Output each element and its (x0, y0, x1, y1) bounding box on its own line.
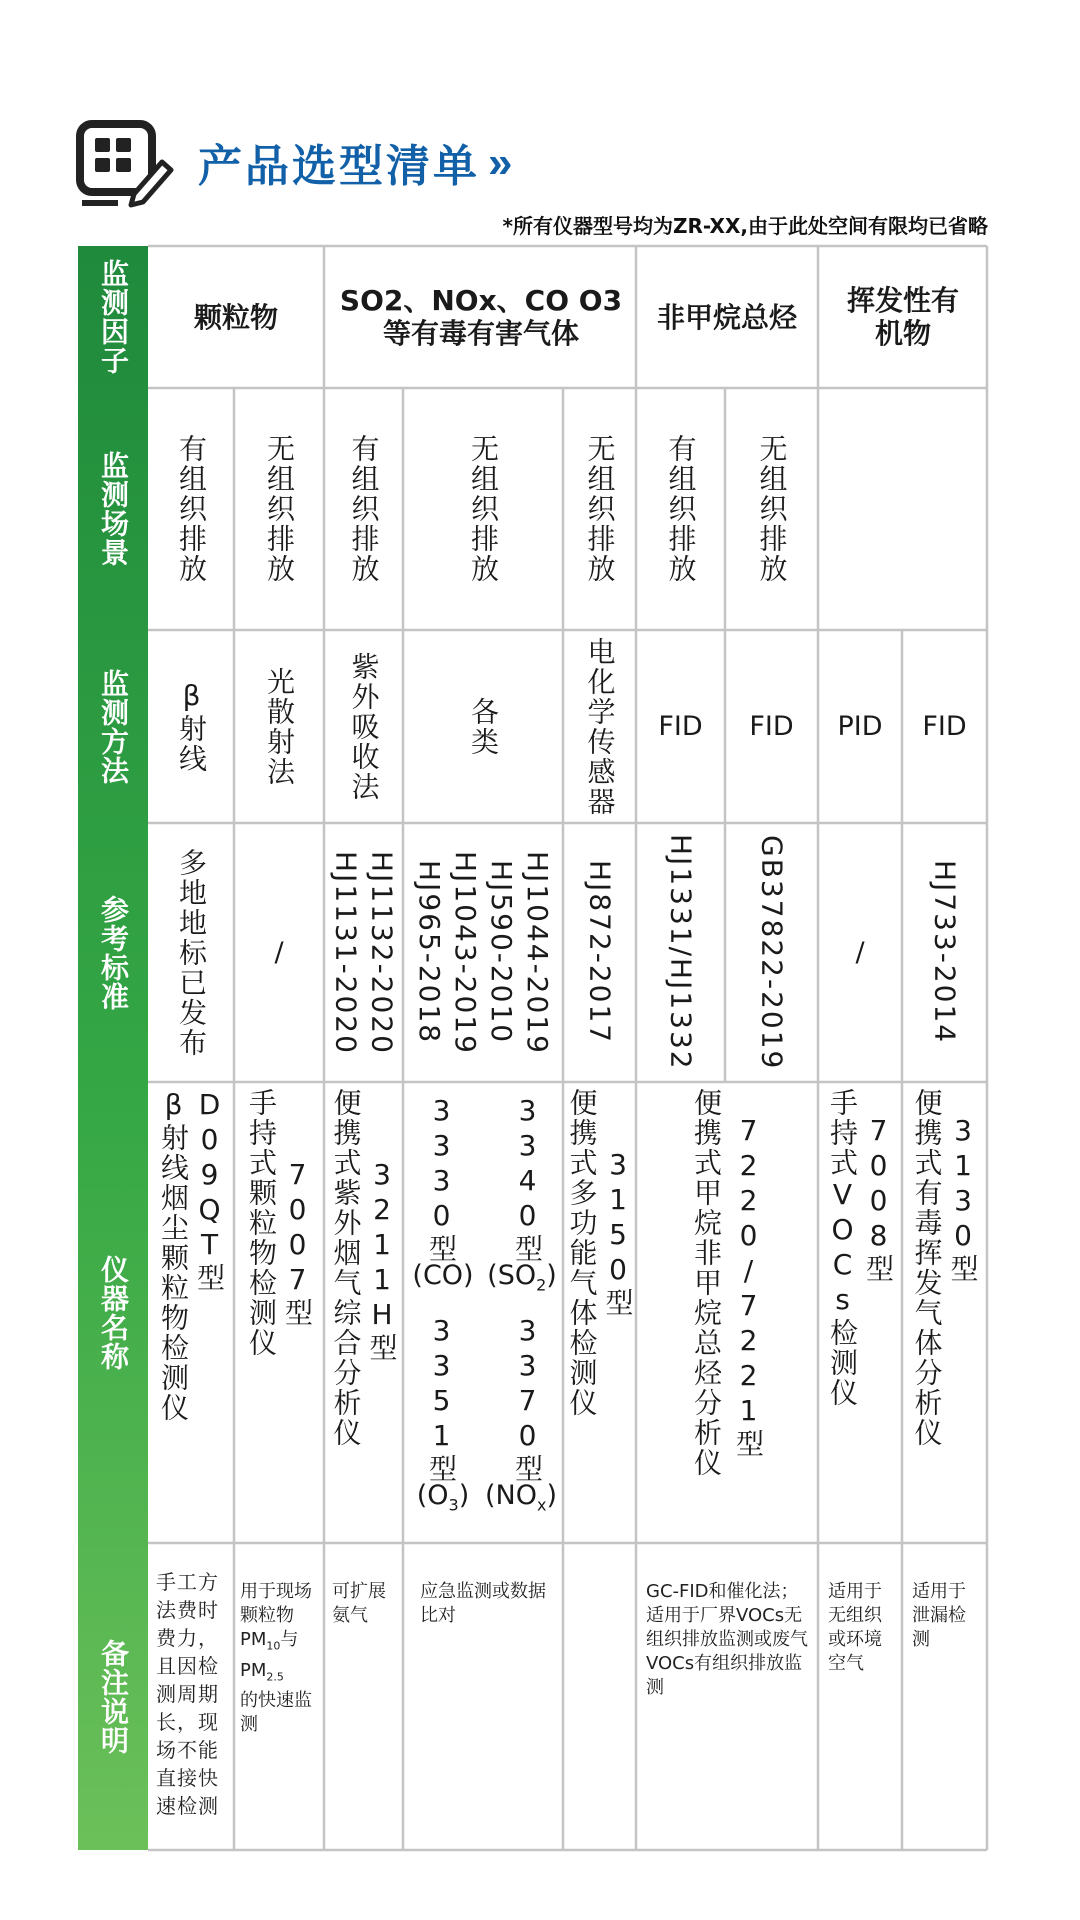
row-label-scene: 监测场景 (97, 451, 130, 567)
method-cell: FID (922, 711, 967, 742)
standard-cell: HJ733-2014 (928, 860, 962, 1045)
standard-cell: 多地地标已发布 (175, 847, 208, 1058)
remark-cell: 应急监测或数据比对 (420, 1581, 546, 1626)
method-cell: 光散射法 (263, 666, 296, 787)
scene-cell: 无组织排放 (467, 434, 500, 584)
scene-cell: 无组织排放 (583, 434, 617, 584)
scene-cell: 无组织排放 (263, 434, 296, 584)
instrument-cell: 便携式多功能气体检测仪 3150型 (565, 1088, 635, 1418)
scene-cell: 有组织排放 (347, 434, 381, 584)
row-label-method: 监测方法 (97, 668, 130, 785)
row-label-standard: 参考标准 (97, 894, 130, 1011)
factor-voc: 挥发性有机物 (846, 284, 959, 350)
remark-cell: 可扩展氨气 (332, 1581, 386, 1626)
row-label-remark: 备注说明 (97, 1638, 130, 1755)
scene-cell: 有组织排放 (175, 434, 208, 584)
instrument-cell-multi: 3340 型 $(SO_2)$ 3330 型 (CO) 3370 型 $(NO_x)$ 3351 型 $(O_3)$ (412, 1094, 557, 1515)
instrument-cell: 手持式VOCs检测仪 7008型 (826, 1088, 895, 1408)
scene-cell: 无组织排放 (755, 434, 789, 584)
method-cell: 各类 (467, 696, 500, 757)
standard-cell: GB37822-2019 (755, 834, 789, 1071)
row-label-instrument: 仪器名称 (97, 1254, 130, 1371)
instrument-cell: 便携式有毒挥发气体分析仪 3130型 (910, 1088, 980, 1448)
menu-grid-pencil-icon (76, 120, 174, 210)
factor-particulate: 颗粒物 (193, 300, 278, 334)
standard-cell: HJ1131-2020 HJ1132-2020 (329, 850, 399, 1055)
page-title: 产品选型清单 (198, 141, 480, 192)
standard-cell: HJ965-2018 HJ1043-2019 HJ590-2010 HJ1044-2019 (413, 850, 554, 1055)
instrument-cell: 便携式紫外烟气综合分析仪 3211H型 (329, 1088, 399, 1448)
factor-toxic-gas: SO2、NOx、CO O3等有毒有害气体 (339, 284, 623, 350)
standard-cell: HJ1331/HJ1332 (664, 834, 698, 1071)
remark-cell: 用于现场颗粒物 $PM_{10}$与 $PM_{2.5}$ 的快速监测 (240, 1581, 312, 1736)
row-label-factor: 监测因子 (97, 259, 130, 375)
standard-cell: / (274, 937, 284, 968)
instrument-cell: β射线烟尘颗粒物检测仪 D09QT型 (157, 1088, 226, 1423)
remark-cell: 手工方法费时费力，且因检测周期长，现场不能直接快速检测 (156, 1570, 219, 1818)
instrument-cell: 便携式甲烷非甲烷总烃分析仪 7220/7221型 (690, 1088, 765, 1478)
method-cell: PID (837, 711, 883, 742)
method-cell: FID (658, 711, 703, 742)
chevron-right-icon: » (488, 138, 513, 187)
method-cell: FID (749, 711, 794, 742)
scene-cell: 有组织排放 (664, 434, 698, 584)
standard-cell: / (855, 937, 865, 968)
instrument-cell: 手持式颗粒物检测仪 7007型 (245, 1088, 314, 1358)
footnote: *所有仪器型号均为ZR-XX,由于此处空间有限均已省略 (502, 214, 988, 238)
factor-nmhc: 非甲烷总烃 (656, 300, 797, 334)
method-cell: 紫外吸收法 (347, 651, 381, 802)
remark-cell: 适用于无组织或环境空气 (828, 1581, 882, 1674)
standard-cell: HJ872-2017 (583, 860, 617, 1045)
remark-cell: 适用于泄漏检测 (912, 1581, 966, 1650)
method-cell: β射线 (175, 679, 208, 774)
method-cell: 电化学传感器 (583, 636, 617, 817)
remark-cell: GC-FID和催化法；适用于厂界VOCs无组织排放监测或废气VOCs有组织排放监测 (646, 1581, 808, 1698)
